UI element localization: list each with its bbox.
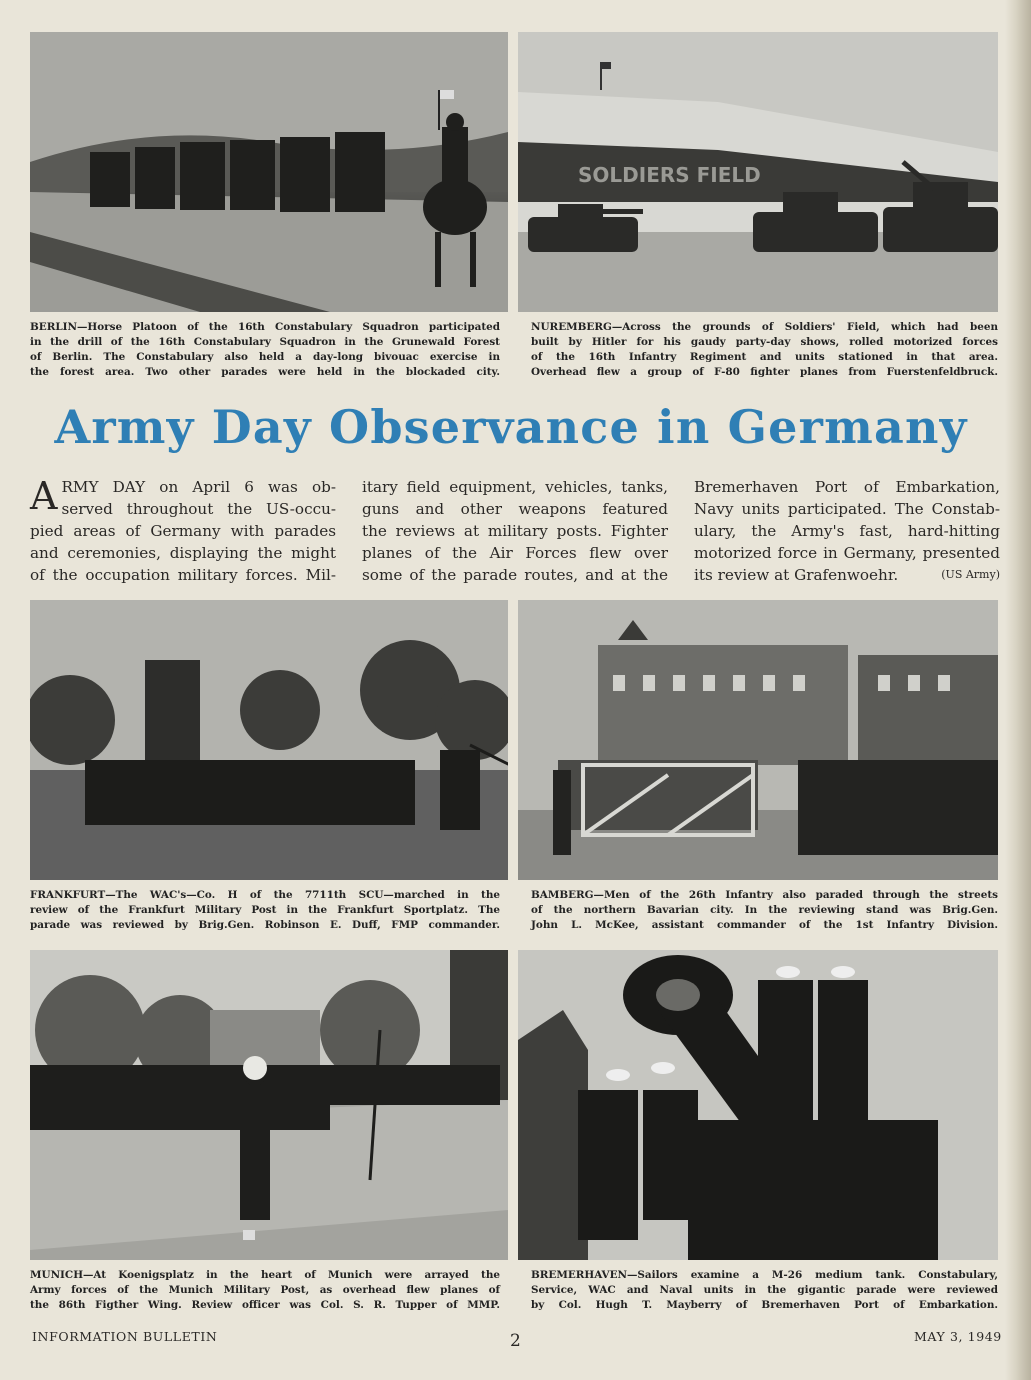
caption-line: NUREMBERG—Across the grounds of Soldiers' Field, which had been bbox=[531, 321, 998, 333]
article-line: motorized force in Germany, presented bbox=[694, 544, 1000, 562]
article-line: its review at Grafenwoehr. bbox=[694, 566, 899, 584]
photo-bremerhaven-illustration bbox=[518, 950, 998, 1260]
caption-line: by Col. Hugh T. Mayberry of Bremerhaven Port of Embarkation. bbox=[531, 1299, 998, 1311]
article-line: pied areas of Germany with parades bbox=[30, 522, 336, 540]
article-line: the reviews at military posts. Fighter bbox=[362, 522, 668, 540]
photo-frankfurt-illustration bbox=[30, 600, 508, 880]
photo-credit: (US Army) bbox=[941, 568, 1000, 581]
caption-line: of the northern Bavarian city. In the reviewing stand was Brig.Gen. bbox=[531, 904, 998, 916]
photo-bamberg-illustration bbox=[518, 600, 998, 880]
caption-line: of the 16th Infantry Regiment and units stationed in that area. bbox=[531, 351, 998, 363]
caption-line: parade was reviewed by Brig.Gen. Robinson E. Duff, FMP commander. bbox=[30, 919, 500, 931]
article-column-2 bbox=[362, 476, 668, 586]
caption-line: John L. McKee, assistant commander of the 1st Infantry Division. bbox=[531, 919, 998, 931]
caption-berlin bbox=[30, 320, 500, 380]
caption-line: of Berlin. The Constabulary also held a day-long bivouac exercise in bbox=[30, 351, 500, 363]
caption-line: Overhead flew a group of F-80 fighter planes from Fuerstenfeldbruck. bbox=[531, 366, 998, 378]
article-last-line-wrap bbox=[694, 564, 1000, 586]
page-number: 2 bbox=[510, 1331, 522, 1351]
caption-line: built by Hitler for his gaudy party-day shows, rolled motorized forces bbox=[531, 336, 998, 348]
article-line: RMY DAY on April 6 was ob- bbox=[61, 478, 336, 496]
headline: Army Day Observance in Germany bbox=[54, 400, 968, 454]
article-line: some of the parade routes, and at the bbox=[362, 566, 668, 584]
article-line: of the occupation military forces. Mil- bbox=[30, 566, 336, 584]
article-line: Bremerhaven Port of Embarkation, bbox=[694, 478, 1000, 496]
caption-line: Army forces of the Munich Military Post, as overhead flew planes of bbox=[30, 1284, 500, 1296]
article-column-1 bbox=[30, 476, 336, 586]
article-line: guns and other weapons featured bbox=[362, 500, 668, 518]
caption-line: Service, WAC and Naval units in the gigantic parade were reviewed bbox=[531, 1284, 998, 1296]
photo-nuremberg bbox=[518, 32, 998, 312]
photo-berlin-illustration bbox=[30, 32, 508, 312]
photo-munich bbox=[30, 950, 508, 1260]
footer-publication: INFORMATION BULLETIN bbox=[32, 1329, 218, 1344]
article-line: planes of the Air Forces flew over bbox=[362, 544, 668, 562]
caption-line: the forest area. Two other parades were held in the blockaded city. bbox=[30, 366, 500, 378]
caption-line: FRANKFURT—The WAC's—Co. H of the 7711th SCU—marched in the bbox=[30, 889, 500, 901]
caption-nuremberg bbox=[531, 320, 998, 380]
footer-date: MAY 3, 1949 bbox=[914, 1329, 1002, 1344]
photo-frankfurt bbox=[30, 600, 508, 880]
photo-berlin bbox=[30, 32, 508, 312]
article-line: and ceremonies, displaying the might bbox=[30, 544, 336, 562]
photo-nuremberg-illustration bbox=[518, 32, 998, 312]
caption-line: the 86th Figther Wing. Review officer was Col. S. R. Tupper of MMP. bbox=[30, 1299, 500, 1311]
photo-munich-illustration bbox=[30, 950, 508, 1260]
article-line: served throughout the US-occu- bbox=[61, 500, 336, 518]
photo-bremerhaven bbox=[518, 950, 998, 1260]
caption-bamberg bbox=[531, 888, 998, 933]
caption-line: review of the Frankfurt Military Post in the Frankfurt Sportplatz. The bbox=[30, 904, 500, 916]
article-line: ulary, the Army's fast, hard-hitting bbox=[694, 522, 1000, 540]
page-edge-shadow bbox=[1005, 0, 1031, 1380]
caption-bremerhaven bbox=[531, 1268, 998, 1313]
caption-frankfurt bbox=[30, 888, 500, 933]
drop-cap: A bbox=[30, 474, 58, 518]
article-line: Navy units participated. The Constab- bbox=[694, 500, 1000, 518]
caption-line: BERLIN—Horse Platoon of the 16th Constabulary Squadron participated bbox=[30, 321, 500, 333]
stadium-sign-text: SOLDIERS FIELD bbox=[578, 163, 761, 187]
article-line: itary field equipment, vehicles, tanks, bbox=[362, 478, 668, 496]
caption-line: in the drill of the 16th Constabulary Squadron in the Grunewald Forest bbox=[30, 336, 500, 348]
photo-bamberg bbox=[518, 600, 998, 880]
caption-line: MUNICH—At Koenigsplatz in the heart of Munich were arrayed the bbox=[30, 1269, 500, 1281]
article-column-3 bbox=[694, 476, 1000, 586]
caption-line: BAMBERG—Men of the 26th Infantry also paraded through the streets bbox=[531, 889, 998, 901]
caption-line: BREMERHAVEN—Sailors examine a M-26 medium tank. Constabulary, bbox=[531, 1269, 998, 1281]
caption-munich bbox=[30, 1268, 500, 1313]
